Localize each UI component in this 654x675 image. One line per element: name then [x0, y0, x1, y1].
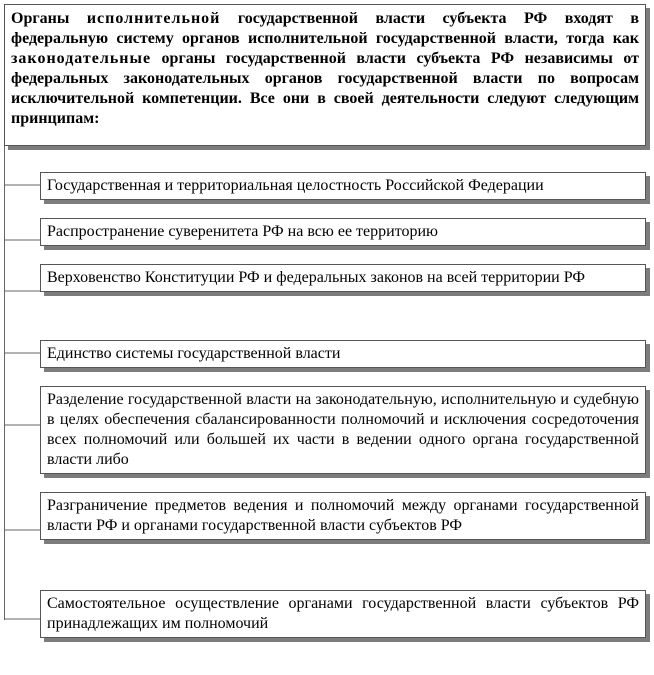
- principle-text-6: Разграничение предметов ведения и полномочий между органами государственной власти РФ и органами государственной власти субъектов РФ: [47, 497, 639, 534]
- header-emphasis-legislative: законодательные: [11, 50, 152, 67]
- header-text-1: Органы: [11, 10, 87, 27]
- principle-box-6: [40, 492, 646, 540]
- principle-text-3: Верховенство Конституции РФ и федеральных законов на всей территории РФ: [47, 269, 585, 286]
- principle-text-1: Государственная и территориальная целостность Российской Федерации: [47, 177, 544, 194]
- header-text-3: органы государственной власти субъекта РФ независимы от федеральных законодательных органов государственной власти по вопросам исключительной компетенции. Все они в своей деятельности следуют следующим принципам:: [11, 50, 639, 127]
- header-box: [4, 4, 646, 146]
- principle-box-4: [40, 340, 646, 368]
- principle-box-7: [40, 590, 646, 638]
- principle-box-1: [40, 172, 646, 200]
- principle-text-7: Самостоятельное осуществление органами государственной власти субъектов РФ принадлежащих им полномочий: [47, 595, 639, 632]
- principle-box-5: [40, 386, 646, 474]
- principle-text-5: Разделение государственной власти на законодательную, исполнительную и судебную в целях обеспечения сбалансированности полномочий и исключения сосредоточения всех полномочий или большей их части в ведении одного органа государственной власти либо: [47, 391, 639, 468]
- principle-text-4: Единство системы государственной власти: [47, 345, 341, 362]
- principle-text-2: Распространение суверенитета РФ на всю ее территорию: [47, 223, 439, 240]
- header-text-2: государственной власти субъекта РФ входят в федеральную систему органов исполнительной государственной власти, тогда как: [11, 10, 640, 47]
- principle-box-3: [40, 264, 646, 292]
- principle-box-2: [40, 218, 646, 246]
- header-emphasis-executive: исполнительной: [86, 10, 221, 27]
